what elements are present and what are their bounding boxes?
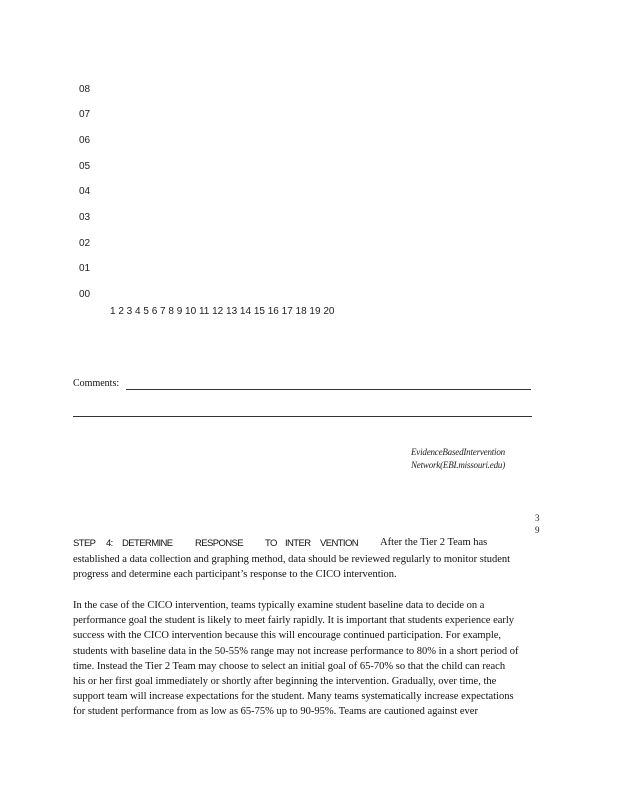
- paragraph-line: In the case of the CICO intervention, teams typically examine student baseline data to decide on a: [73, 600, 485, 611]
- paragraph-text: After the Tier 2 Team has: [380, 537, 488, 548]
- paragraph-line: his or her first goal immediately or shortly after beginning the intervention. Gradually, over time, the: [73, 676, 497, 688]
- paragraph-line: students with baseline data in the 50-55% range may not increase performance to 80% in a short period of: [73, 645, 519, 657]
- source-attribution: [411, 446, 505, 472]
- x-tick-labels: 1 2 3 4 5 6 7 8 9 10 11 12 13 14 15 16 17 18 19 20: [110, 306, 335, 317]
- comments-label: Comments:: [73, 378, 120, 389]
- paragraph-line: performance goal the student is likely to meet fairly rapidly. It is important that students experience early: [73, 615, 515, 627]
- heading-word: TO: [265, 538, 277, 549]
- page-number-digit: 3: [535, 513, 540, 523]
- y-tick-label: 08: [79, 84, 91, 95]
- source-line: EvidenceBasedIntervention: [411, 447, 505, 457]
- paragraph-2: [73, 598, 545, 720]
- y-tick-label: 07: [79, 109, 91, 120]
- y-tick-label: 01: [79, 263, 91, 274]
- y-tick-label: 06: [79, 135, 91, 146]
- y-tick-label: 04: [79, 186, 91, 197]
- heading-word: RESPONSE: [195, 538, 243, 549]
- heading-word: STEP: [73, 538, 96, 549]
- y-tick-label: 00: [79, 289, 91, 300]
- page-number-digit: 9: [535, 525, 540, 535]
- paragraph-line: for student performance from as low as 65-75% up to 90-95%. Teams are cautioned against ever: [73, 706, 478, 718]
- source-line: Network(EBI.missouri.edu): [411, 460, 505, 470]
- paragraph-line: success with the CICO intervention because this will encourage continued participation. For example,: [73, 630, 502, 642]
- y-tick-label: 03: [79, 212, 91, 223]
- y-tick-label: 05: [79, 161, 91, 172]
- paragraph-line: progress and determine each participant’s response to the CICO intervention.: [73, 569, 397, 581]
- heading-word: 4:: [106, 538, 113, 549]
- heading-word: INTER: [285, 538, 311, 549]
- heading-word: DETERMINE: [122, 538, 173, 549]
- comments-line[interactable]: [126, 389, 531, 390]
- comments-line-2[interactable]: [73, 416, 532, 417]
- paragraph-1: [73, 552, 545, 582]
- paragraph-line: support team will increase expectations for the student. Many teams systematically increase expectations: [73, 691, 514, 703]
- y-tick-label: 02: [79, 238, 91, 249]
- paragraph-line: established a data collection and graphing method, data should be reviewed regularly to monitor student: [73, 554, 511, 565]
- paragraph-line: time. Instead the Tier 2 Team may choose to select an initial goal of 65-70% so that the child can reach: [73, 660, 506, 672]
- heading-word: VENTION: [320, 538, 359, 549]
